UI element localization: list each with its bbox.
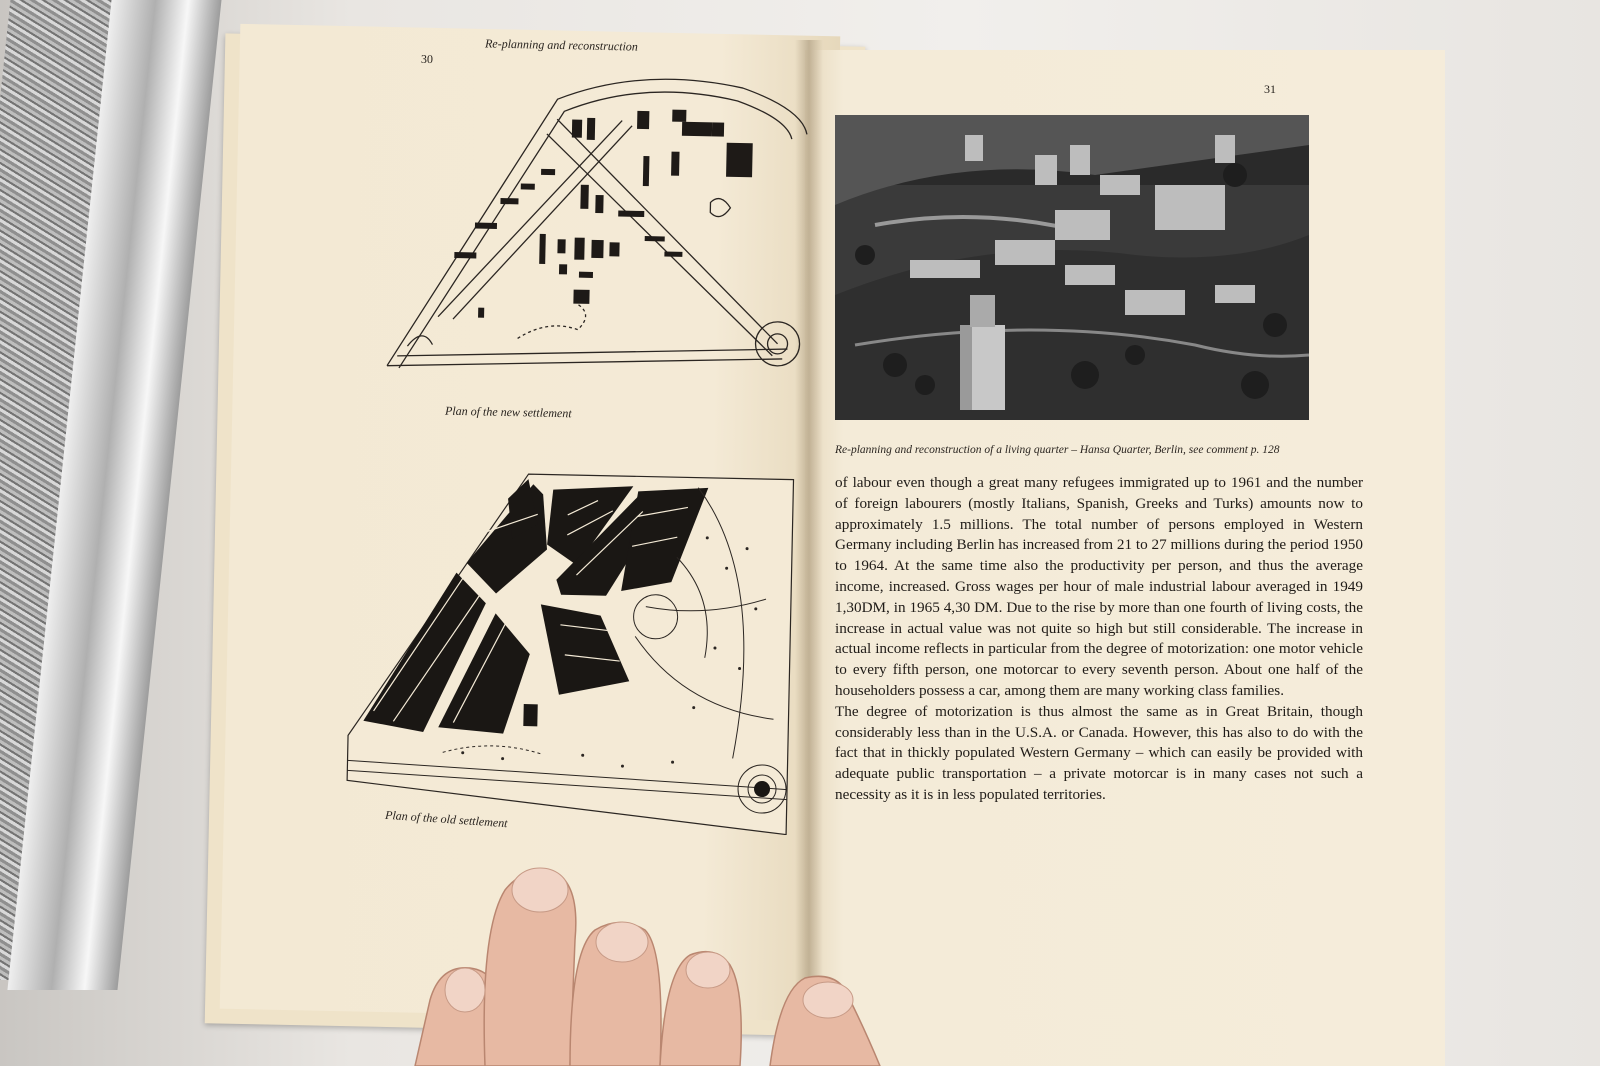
running-head: Re-planning and reconstruction	[484, 36, 639, 54]
body-text	[835, 473, 1363, 806]
new-settlement-caption: Plan of the new settlement	[444, 403, 572, 421]
old-settlement-plan	[345, 455, 795, 835]
old-settlement-caption: Plan of the old settlement	[384, 807, 509, 831]
holding-hand	[410, 850, 890, 1066]
paragraph-1: of labour even though a great many refugees immigrated up to 1961 and the number of foreign labourers (mostly Italians, Spanish, Greeks and Turks) amounts now to approximately 1.5 millions. The total number of persons employed in Western Germany including Berlin has increased from 21 to 27 millions during the period 1950 to 1964. At the same time also the productivity per person, and thus the average income, increased. Gross wages per hour of male industrial labour averaged in 1949 1,30DM, in 1965 4,30 DM. Due to the rise by more than one fourth of living costs, the increase in actual value was not quite so high but still considerable. The increase in actual income reflects in particular from the degree of motorization: one motor vehicle to every fifth person, one motorcar to every seventh person. About one half of the householders possess a car, among them are many working class families.	[835, 474, 1363, 699]
left-page-number: 30	[420, 51, 434, 67]
right-page-number: 31	[1264, 82, 1276, 96]
photo-caption: Re-planning and reconstruction of a living quarter – Hansa Quarter, Berlin, see comment p. 128	[835, 444, 1280, 456]
new-settlement-plan	[380, 60, 810, 390]
paragraph-2: The degree of motorization is thus almost the same as in Great Britain, though considerably less than in the U.S.A. or Canada. However, this has also to do with the fact that in thickly populated Western Germany – which can easily be provided with adequate public transportation – a private motorcar is in many cases not such a necessity as it is in less populated territories.	[835, 702, 1363, 803]
aerial-photo	[835, 115, 1309, 420]
